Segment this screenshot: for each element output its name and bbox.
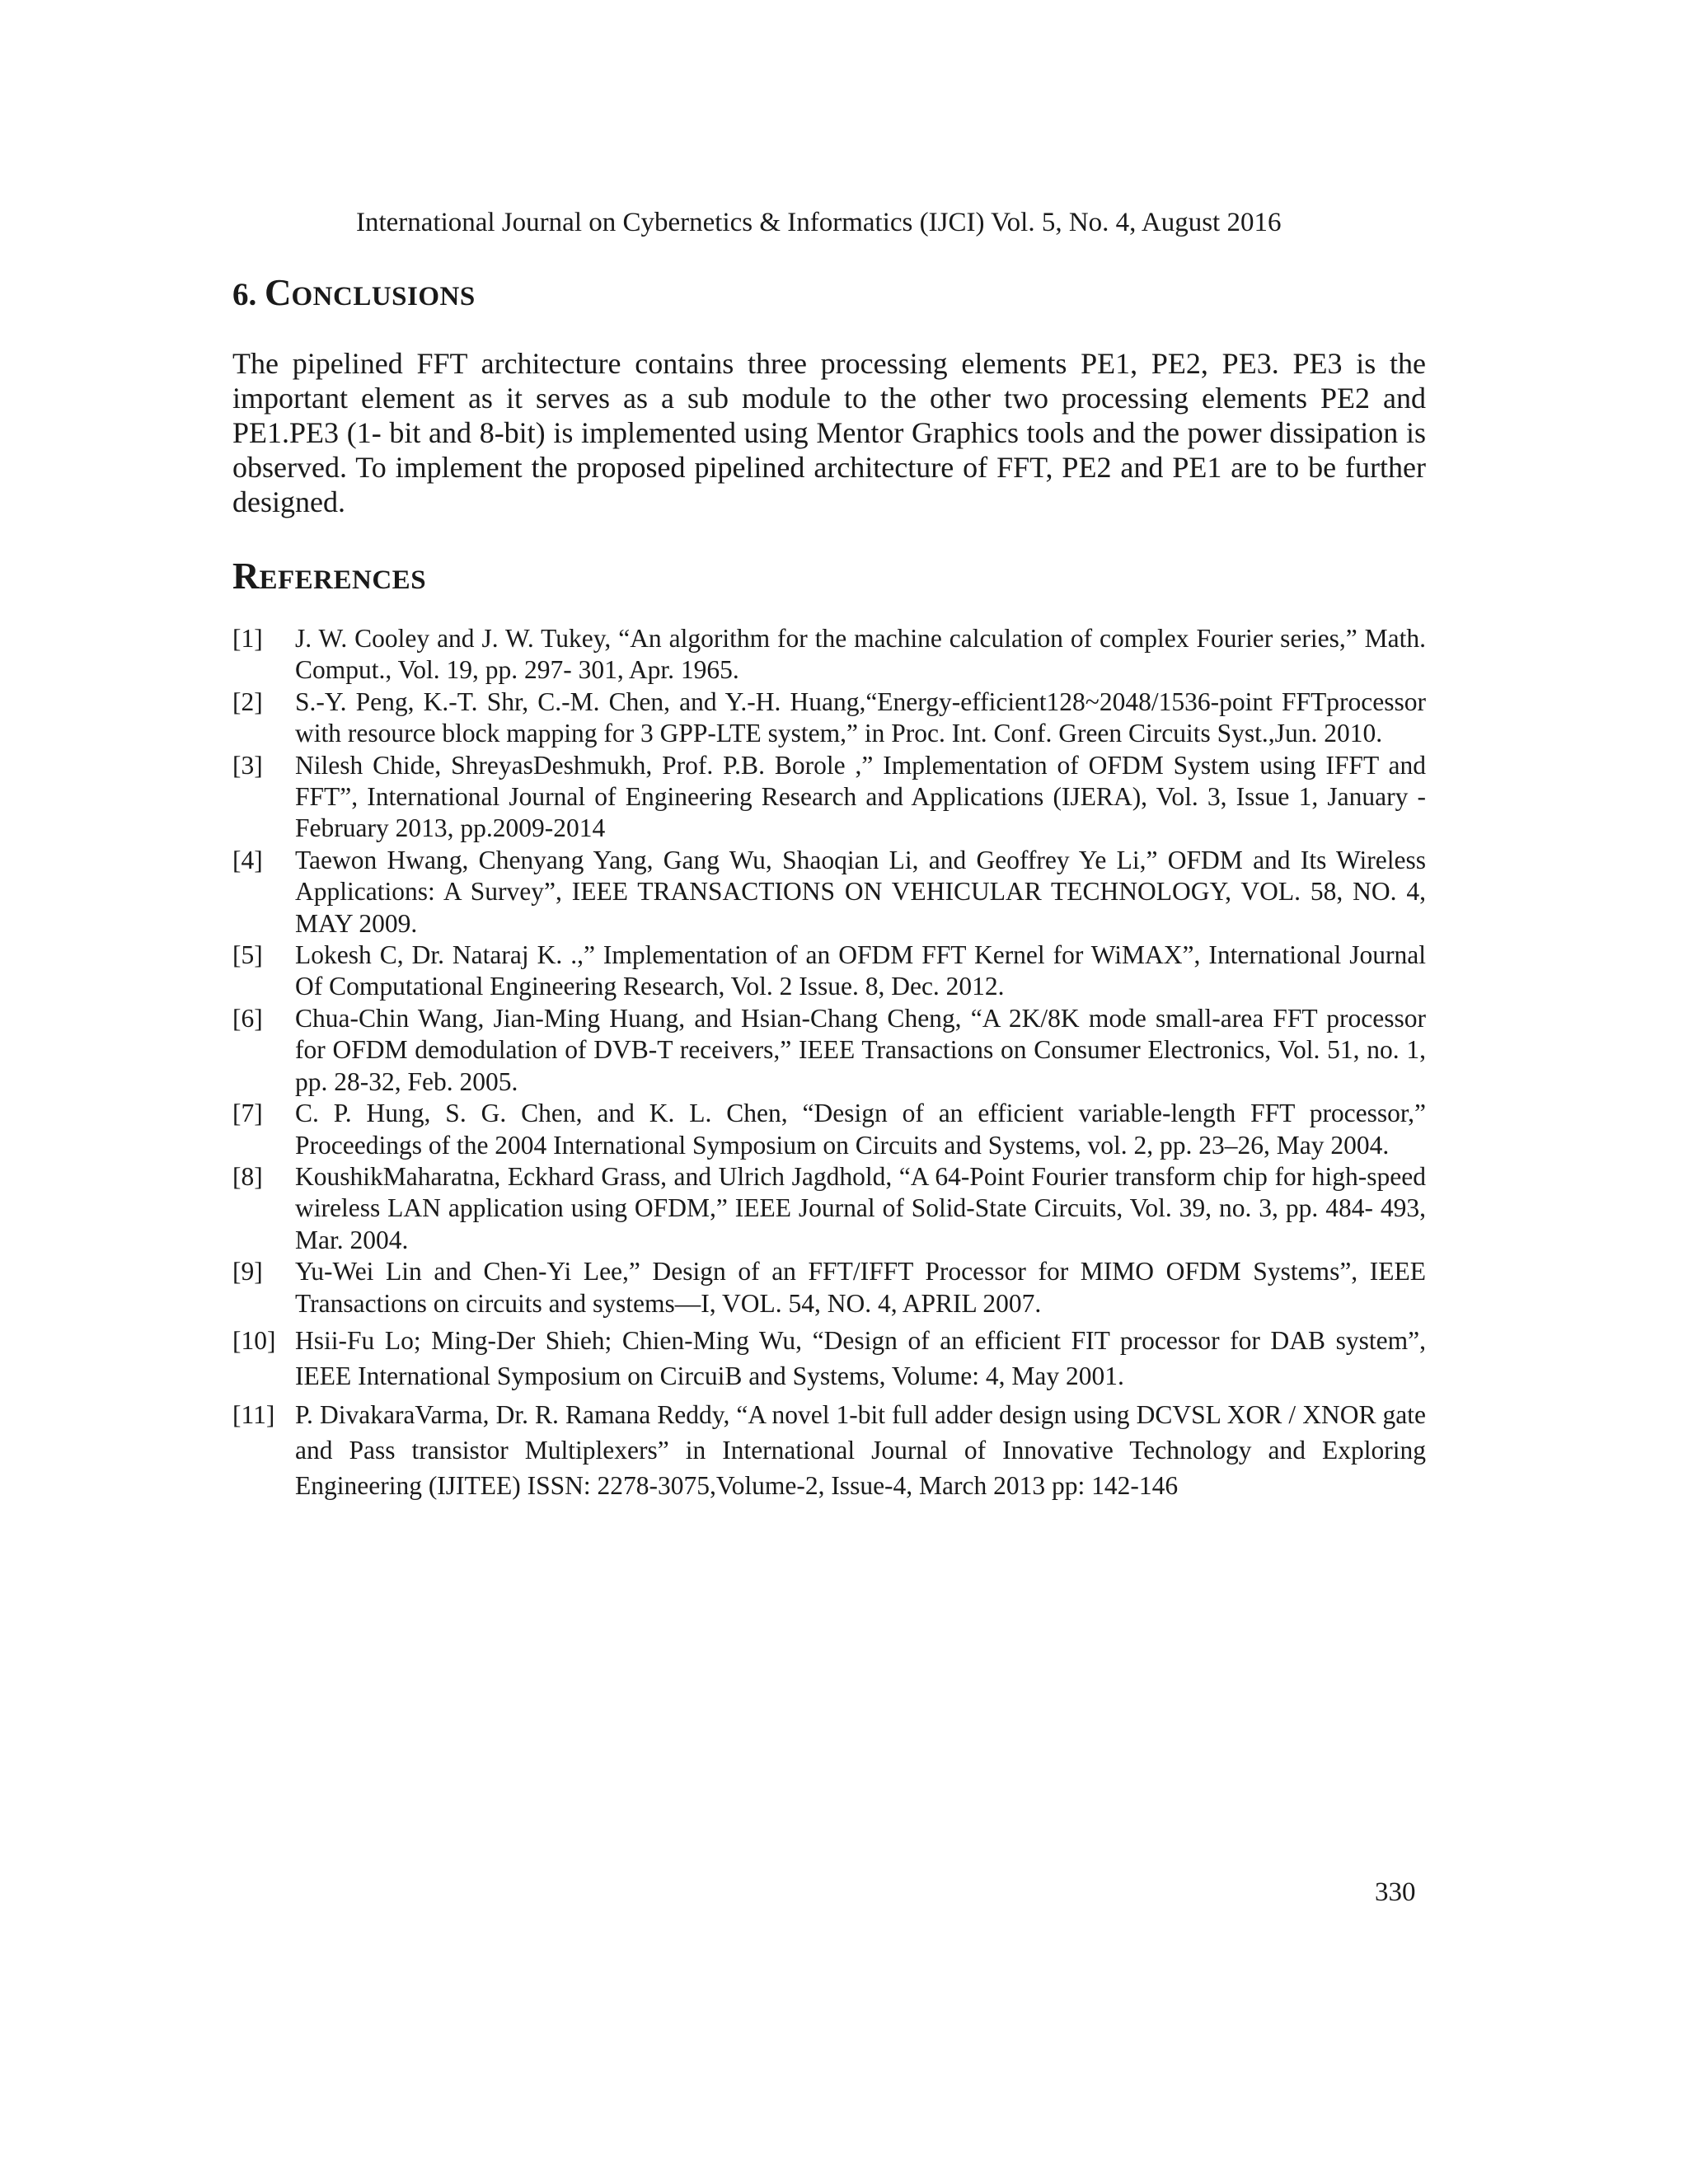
conclusions-heading bbox=[232, 274, 476, 316]
reference-item bbox=[232, 1323, 1426, 1394]
reference-number: [10] bbox=[232, 1325, 276, 1355]
reference-number: [3] bbox=[232, 750, 263, 780]
reference-text: Lokesh C, Dr. Nataraj K. .,” Implementation of an OFDM FFT Kernel for WiMAX”, International Journal Of Computational Engineering Research, Vol. 2 Issue. 8, Dec. 2012. bbox=[295, 940, 1426, 1001]
reference-text: Taewon Hwang, Chenyang Yang, Gang Wu, Shaoqian Li, and Geoffrey Ye Li,” OFDM and Its Wireless Applications: A Survey”, IEEE TRANSACTIONS ON VEHICULAR TECHNOLOGY, VOL. 58, NO. 4, MAY 2009. bbox=[295, 845, 1426, 938]
running-header: International Journal on Cybernetics & Informatics (IJCI) Vol. 5, No. 4, August 2016 bbox=[356, 208, 1282, 237]
reference-text: Chua-Chin Wang, Jian-Ming Huang, and Hsian-Chang Cheng, “A 2K/8K mode small-area FFT processor for OFDM demodulation of DVB-T receivers,” IEEE Transactions on Consumer Electronics, Vol. 51, no. 1, pp. 28-32, Feb. 2005. bbox=[295, 1003, 1426, 1096]
page-number: 330 bbox=[1375, 1877, 1416, 1907]
reference-text: S.-Y. Peng, K.-T. Shr, C.-M. Chen, and Y.-H. Huang,“Energy-efficient128~2048/1536-point FFTprocessor with resource block mapping for 3 GPP-LTE system,” in Proc. Int. Conf. Green Circuits Syst.,Jun. 2010. bbox=[295, 687, 1426, 748]
references-heading bbox=[232, 557, 426, 599]
heading-initial: R bbox=[232, 555, 260, 597]
reference-item bbox=[232, 1003, 1426, 1098]
reference-number: [4] bbox=[232, 845, 263, 874]
reference-text: C. P. Hung, S. G. Chen, and K. L. Chen, “Design of an efficient variable-length FFT processor,” Proceedings of the 2004 International Symposium on Circuits and Systems, vol. 2, pp. 23–26, May 2004. bbox=[295, 1099, 1426, 1160]
reference-item bbox=[232, 750, 1426, 845]
heading-initial: C bbox=[265, 272, 292, 313]
reference-text: KoushikMaharatna, Eckhard Grass, and Ulrich Jagdhold, “A 64-Point Fourier transform chip for high-speed wireless LAN application using OFDM,” IEEE Journal of Solid-State Circuits, Vol. 39, no. 3, pp. 484- 493, Mar. 2004. bbox=[295, 1161, 1426, 1254]
reference-text: Yu-Wei Lin and Chen-Yi Lee,” Design of an FFT/IFFT Processor for MIMO OFDM Systems”, IEEE Transactions on circuits and systems—I, VOL. 54, NO. 4, APRIL 2007. bbox=[295, 1257, 1426, 1318]
conclusions-paragraph: The pipelined FFT architecture contains three processing elements PE1, PE2, PE3. PE3 is the important element as it serves as a sub module to the other two processing elements PE2 and PE1.PE3 (1- bit and 8-bit) is implemented using Mentor Graphics tools and the power dissipation is observed. To implement the proposed pipelined architecture of FFT, PE2 and PE1 are to be further designed. bbox=[232, 347, 1426, 518]
reference-text: P. DivakaraVarma, Dr. R. Ramana Reddy, “A novel 1-bit full adder design using DCVSL XOR / XNOR gate and Pass transistor Multiplexers” in International Journal of Innovative Technology and Exploring Engineering (IJITEE) ISSN: 2278-3075,Volume-2, Issue-4, March 2013 pp: 142-146 bbox=[295, 1399, 1426, 1500]
reference-number: [8] bbox=[232, 1161, 263, 1191]
reference-text: Hsii-Fu Lo; Ming-Der Shieh; Chien-Ming Wu, “Design of an efficient FIT processor for DAB system”, IEEE International Symposium on CircuiB and Systems, Volume: 4, May 2001. bbox=[295, 1325, 1426, 1390]
reference-item bbox=[232, 1256, 1426, 1319]
reference-item bbox=[232, 1397, 1426, 1503]
reference-number: [11] bbox=[232, 1399, 275, 1429]
reference-number: [6] bbox=[232, 1003, 263, 1033]
reference-list bbox=[232, 623, 1426, 1503]
heading-rest: ONCLUSIONS bbox=[291, 282, 476, 312]
reference-item bbox=[232, 687, 1426, 750]
reference-text: Nilesh Chide, ShreyasDeshmukh, Prof. P.B. Borole ,” Implementation of OFDM System using IFFT and FFT”, International Journal of Engineering Research and Applications (IJERA), Vol. 3, Issue 1, January -February 2013, pp.2009-2014 bbox=[295, 750, 1426, 843]
reference-number: [2] bbox=[232, 687, 263, 716]
reference-item bbox=[232, 845, 1426, 940]
reference-number: [1] bbox=[232, 624, 263, 653]
reference-item bbox=[232, 623, 1426, 687]
heading-rest: EFERENCES bbox=[259, 565, 427, 595]
reference-number: [9] bbox=[232, 1257, 263, 1286]
reference-number: [7] bbox=[232, 1099, 263, 1128]
reference-item bbox=[232, 1098, 1426, 1161]
reference-item bbox=[232, 1161, 1426, 1256]
reference-item bbox=[232, 940, 1426, 1003]
reference-text: J. W. Cooley and J. W. Tukey, “An algorithm for the machine calculation of complex Fourier series,” Math. Comput., Vol. 19, pp. 297- 301, Apr. 1965. bbox=[295, 624, 1426, 685]
reference-number: [5] bbox=[232, 940, 263, 970]
section-number: 6. bbox=[232, 277, 265, 312]
